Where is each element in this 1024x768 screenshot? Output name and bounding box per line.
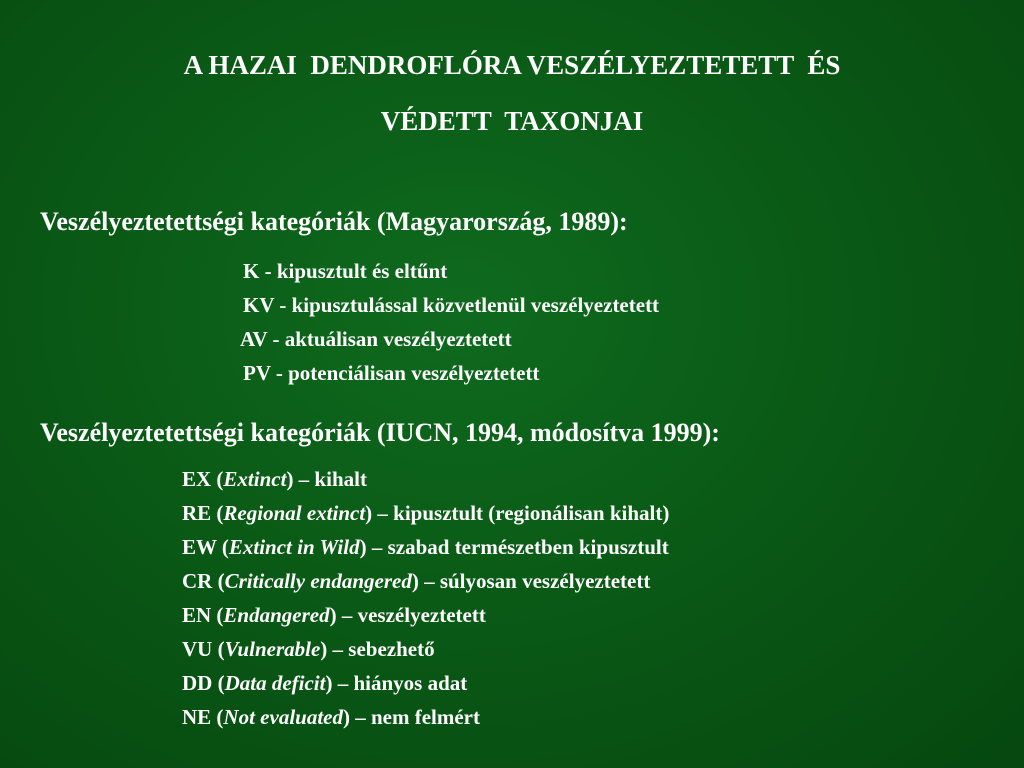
category-item-pv: PV - potenciálisan veszélyeztetett [243,361,540,385]
iucn-code: NE ( [182,705,224,729]
iucn-hungarian-name: ) – szabad természetben kipusztult [359,535,669,559]
iucn-hungarian-name: ) – kipusztult (regionálisan kihalt) [365,501,670,525]
iucn-english-name: Extinct in Wild [228,535,360,559]
iucn-english-name: Not evaluated [223,705,343,729]
iucn-item-re [182,501,669,525]
iucn-item-cr [182,569,650,593]
iucn-code: EN ( [182,603,224,627]
section-heading-iucn: Veszélyeztetettségi kategóriák (IUCN, 1994, módosítva 1999): [40,418,720,447]
iucn-item-dd [182,671,467,695]
iucn-code: DD ( [182,671,225,695]
iucn-english-name: Extinct [223,467,287,491]
iucn-code: EX ( [182,467,224,491]
slide-title-line-1: A HAZAI DENDROFLÓRA VESZÉLYEZTETETT ÉS [183,50,841,80]
slide-title-line-2: VÉDETT TAXONJAI [380,106,644,136]
iucn-code: VU ( [182,637,225,661]
iucn-hungarian-name: ) – hiányos adat [325,671,468,695]
iucn-english-name: Vulnerable [224,637,321,661]
category-item-kv: KV - kipusztulással közvetlenül veszélyeztetett [243,293,660,317]
iucn-hungarian-name: ) – sebezhető [320,637,435,661]
iucn-item-en [182,603,486,627]
iucn-english-name: Critically endangered [224,569,412,593]
iucn-code: CR ( [182,569,225,593]
iucn-english-name: Endangered [223,603,330,627]
iucn-item-ew [182,535,669,559]
iucn-code: RE ( [182,501,224,525]
iucn-code: EW ( [182,535,229,559]
section-heading-hungary: Veszélyeztetettségi kategóriák (Magyarország, 1989): [40,207,628,236]
category-item-av: AV - aktuálisan veszélyeztetett [240,327,512,351]
iucn-hungarian-name: ) – nem felmért [342,705,480,729]
iucn-item-ex [182,467,367,491]
iucn-item-ne [182,705,480,729]
iucn-english-name: Regional extinct [223,501,366,525]
category-item-k: K - kipusztult és eltűnt [243,259,448,283]
iucn-english-name: Data deficit [224,671,326,695]
iucn-hungarian-name: ) – súlyosan veszélyeztetett [411,569,651,593]
iucn-hungarian-name: ) – kihalt [286,467,367,491]
iucn-item-vu [182,637,435,661]
iucn-hungarian-name: ) – veszélyeztetett [329,603,486,627]
